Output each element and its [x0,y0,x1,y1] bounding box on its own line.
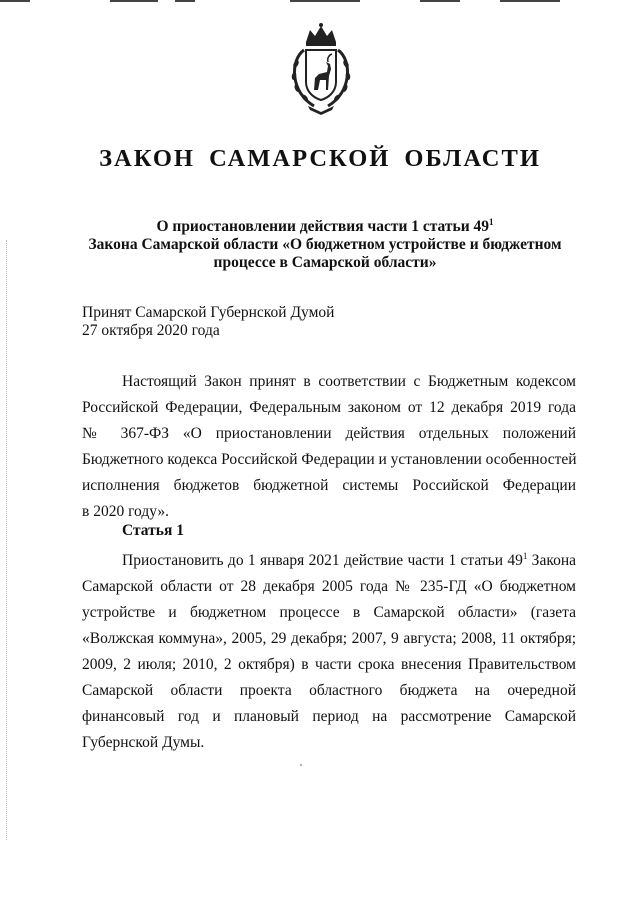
text-span: Закона [527,552,576,569]
article-heading: Статья 1 [122,522,184,539]
coat-of-arms-emblem [284,20,358,116]
document-subtitle [60,218,590,272]
subtitle-line-2: Закона Самарской области «О бюджетном устройстве и бюджетном [88,236,562,253]
text-line: «Волжская коммуна», 2005, 29 декабря; 2007, 9 августа; 2008, 11 октября; [82,630,576,647]
scan-edge [6,240,9,840]
text-line: Настоящий Закон принят в соответствии с Бюджетным кодексом [122,373,576,390]
text-line: № 367-ФЗ «О приостановлении действия отдельных положений [82,425,576,442]
scan-speck [300,764,302,766]
adoption-line-1: Принят Самарской Губернской Думой [82,304,335,321]
article-paragraph [82,548,576,756]
superscript: 1 [489,217,494,227]
text-line: финансовый год и плановый период на рассмотрение Самарской [82,708,576,725]
scan-artifact [0,0,640,3]
text-line: Российской Федерации, Федеральным законом от 12 декабря 2019 года [82,399,576,416]
text-line: в 2020 году». [82,503,169,520]
text-span: Приостановить до 1 января 2021 действие части 1 статьи 49 [122,552,523,569]
subtitle-line-1: О приостановлении действия части 1 статьи 49 [156,218,490,235]
text-line: Самарской области проекта областного бюджета на очередной [82,682,576,699]
text-line: Губернской Думы. [82,734,205,751]
text-line: устройстве и бюджетном процессе в Самарской области» (газета [82,604,576,621]
document-title: ЗАКОН САМАРСКОЙ ОБЛАСТИ [99,145,541,172]
text-line [82,548,576,574]
text-line: Бюджетного кодекса Российской Федерации и установлении особенностей [82,451,577,468]
preamble-paragraph [82,369,576,525]
superscript: 1 [522,551,528,561]
text-line: Самарской области от 28 декабря 2005 года № 235-ГД «О бюджетном [82,578,576,595]
text-line: 2009, 2 июля; 2010, 2 октября) в части срока внесения Правительством [82,656,576,673]
text-line: исполнения бюджетов бюджетной системы Российской Федерации [82,477,576,494]
adoption-date: 27 октября 2020 года [82,322,220,339]
adoption-note [82,304,334,340]
subtitle-line-3: процессе в Самарской области» [213,254,437,271]
